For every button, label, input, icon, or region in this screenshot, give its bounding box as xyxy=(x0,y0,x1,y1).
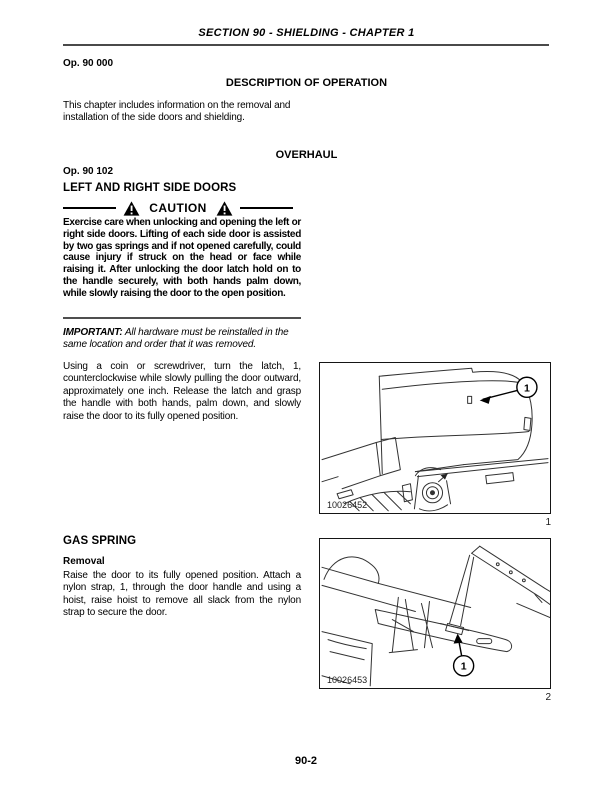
figure-side-door-latch xyxy=(319,362,551,514)
callout-number: 1 xyxy=(523,382,530,395)
removal-subheading: Removal xyxy=(63,556,105,567)
warning-icon xyxy=(216,201,233,216)
page-header-title: SECTION 90 - SHIELDING - CHAPTER 1 xyxy=(198,27,415,39)
description-of-operation-title: DESCRIPTION OF OPERATION xyxy=(225,77,388,89)
description-paragraph: This chapter includes information on the removal and installation of the side doors and shielding. xyxy=(63,100,291,124)
section-divider xyxy=(63,317,301,319)
photo-id-label: 10026453 xyxy=(327,674,368,685)
important-label: IMPORTANT: xyxy=(63,327,123,338)
side-door-line-drawing xyxy=(320,363,550,513)
important-note xyxy=(63,327,301,352)
side-doors-heading: LEFT AND RIGHT SIDE DOORS xyxy=(63,182,237,194)
op-code-90-000: Op. 90 000 xyxy=(63,58,114,69)
header-rule xyxy=(63,44,549,46)
removal-paragraph: Raise the door to its fully opened position. Attach a nylon strap, 1, through the door handle and using a hoist, raise hoist to remove all slack from the nylon strap to secure the door. xyxy=(63,570,301,619)
caution-banner xyxy=(63,200,293,216)
caution-label: CAUTION xyxy=(149,201,207,215)
figure-gas-spring-strap xyxy=(319,538,551,689)
raised-door-line-drawing xyxy=(320,539,550,688)
warning-icon xyxy=(123,201,140,216)
page-number: 90-2 xyxy=(294,755,318,767)
caution-dash-right xyxy=(240,207,293,209)
overhaul-title: OVERHAUL xyxy=(275,149,338,161)
important-text: All hardware must be reinstalled in the same location and order that it was removed. xyxy=(63,327,289,351)
op-code-90-102: Op. 90 102 xyxy=(63,166,114,177)
figure-2-number: 2 xyxy=(545,692,551,703)
callout-number: 1 xyxy=(460,660,467,673)
latch-instructions-paragraph: Using a coin or screwdriver, turn the latch, 1, counterclockwise while slowly pulling the door outward, approximately one inch. Release the latch and grasp the handle with both hands, palm down, and slowly raise the door to its fully opened position. xyxy=(63,361,301,422)
photo-id-label: 10026452 xyxy=(327,499,368,510)
caution-paragraph: Exercise care when unlocking and opening the left or right side doors. Lifting of each side door is assisted by two gas springs and if not opened carefully, could cause injury if struck on the head or face while raising it. After unlocking the door latch hold on to the handle securely, with both hands palm down, while slowly raising the door to the open position. xyxy=(63,217,301,299)
figure-1-number: 1 xyxy=(545,517,551,528)
caution-dash-left xyxy=(63,207,116,209)
gas-spring-heading: GAS SPRING xyxy=(63,535,137,547)
